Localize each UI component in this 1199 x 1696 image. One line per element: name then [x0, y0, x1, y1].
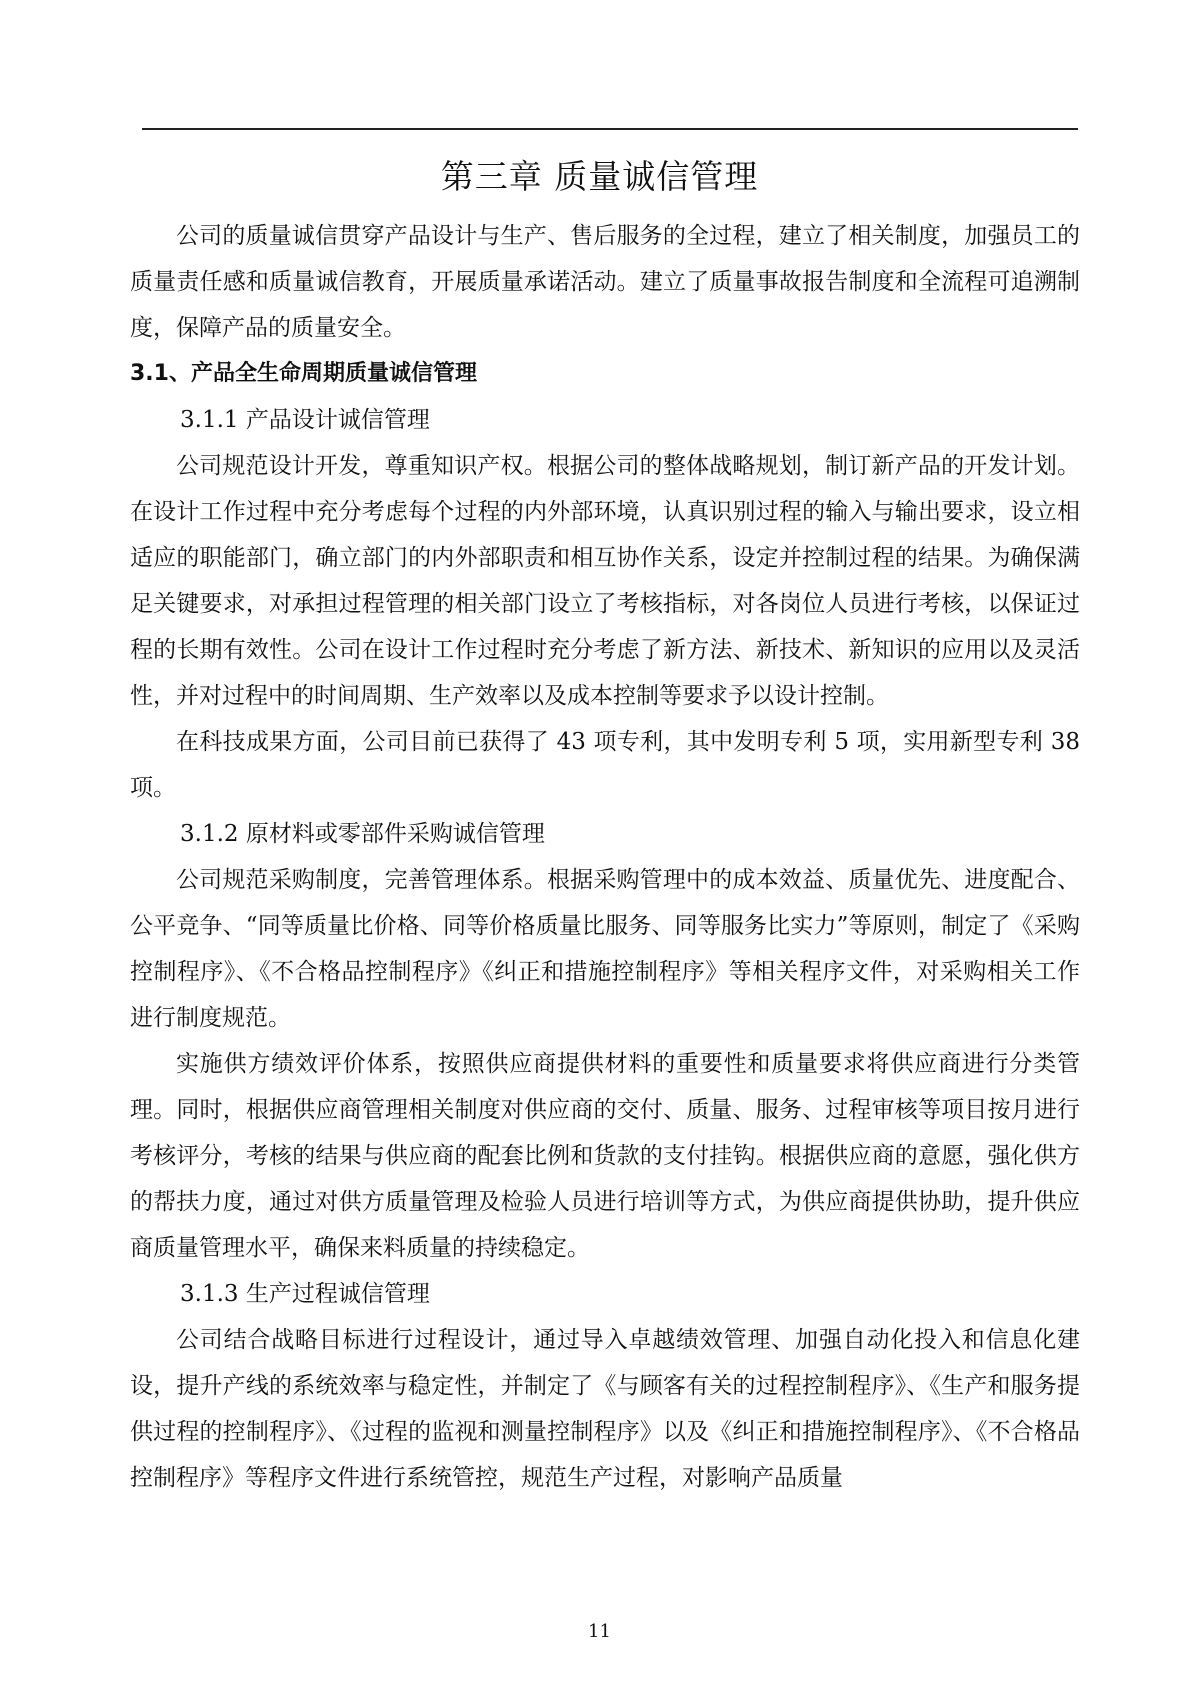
paragraph-supplier-evaluation: 实施供方绩效评价体系，按照供应商提供材料的重要性和质量要求将供应商进行分类管理。同时，根据供应商管理相关制度对供应商的交付、质量、服务、过程审核等项目按月进行考核评分，考核的结果与供应商的配套比例和货款的支付挂钩。根据供应商的意愿，强化供方的帮扶力度，通过对供方质量管理及检验人员进行培训等方式，为供应商提供协助，提升供应商质量管理水平，确保来料质量的持续稳定。: [130, 1051, 1080, 1261]
header-rule: [142, 128, 1078, 130]
subsection-heading-3-1-3: 3.1.3 生产过程诚信管理: [180, 1281, 430, 1307]
paragraph-design-management: 公司规范设计开发，尊重知识产权。根据公司的整体战略规划，制订新产品的开发计划。在设计工作过程中充分考虑每个过程的内外部环境，认真识别过程的输入与输出要求，设立相适应的职能部门，确立部门的内外部职责和相互协作关系，设定并控制过程的结果。为确保满足关键要求，对承担过程管理的相关部门设立了考核指标，对各岗位人员进行考核，以保证过程的长期有效性。公司在设计工作过程时充分考虑了新方法、新技术、新知识的应用以及灵活性，并对过程中的时间周期、生产效率以及成本控制等要求予以设计控制。: [130, 453, 1080, 709]
page-number: 11: [588, 1621, 611, 1642]
subsection-heading-3-1-2: 3.1.2 原材料或零部件采购诚信管理: [180, 821, 545, 847]
document-body: [130, 213, 1080, 1501]
intro-paragraph: 公司的质量诚信贯穿产品设计与生产、售后服务的全过程，建立了相关制度，加强员工的质量责任感和质量诚信教育，开展质量承诺活动。建立了质量事故报告制度和全流程可追溯制度，保障产品的质量安全。: [130, 223, 1080, 341]
subsection-heading-3-1-1: 3.1.1 产品设计诚信管理: [180, 407, 430, 433]
paragraph-procurement-system: 公司规范采购制度，完善管理体系。根据采购管理中的成本效益、质量优先、进度配合、公平竞争、“同等质量比价格、同等价格质量比服务、同等服务比实力”等原则，制定了《采购控制程序》、《不合格品控制程序》《纠正和措施控制程序》等相关程序文件，对采购相关工作进行制度规范。: [130, 867, 1080, 1031]
section-heading-3-1: 3.1、产品全生命周期质量诚信管理: [130, 361, 477, 386]
chapter-title: 第三章 质量诚信管理: [440, 157, 759, 196]
paragraph-patents: 在科技成果方面，公司目前已获得了 43 项专利，其中发明专利 5 项，实用新型专利 38 项。: [130, 729, 1080, 801]
paragraph-production-process: 公司结合战略目标进行过程设计，通过导入卓越绩效管理、加强自动化投入和信息化建设，提升产线的系统效率与稳定性，并制定了《与顾客有关的过程控制程序》、《生产和服务提供过程的控制程序》、《过程的监视和测量控制程序》以及《纠正和措施控制程序》、《不合格品控制程序》等程序文件进行系统管控，规范生产过程，对影响产品质量: [130, 1327, 1080, 1491]
